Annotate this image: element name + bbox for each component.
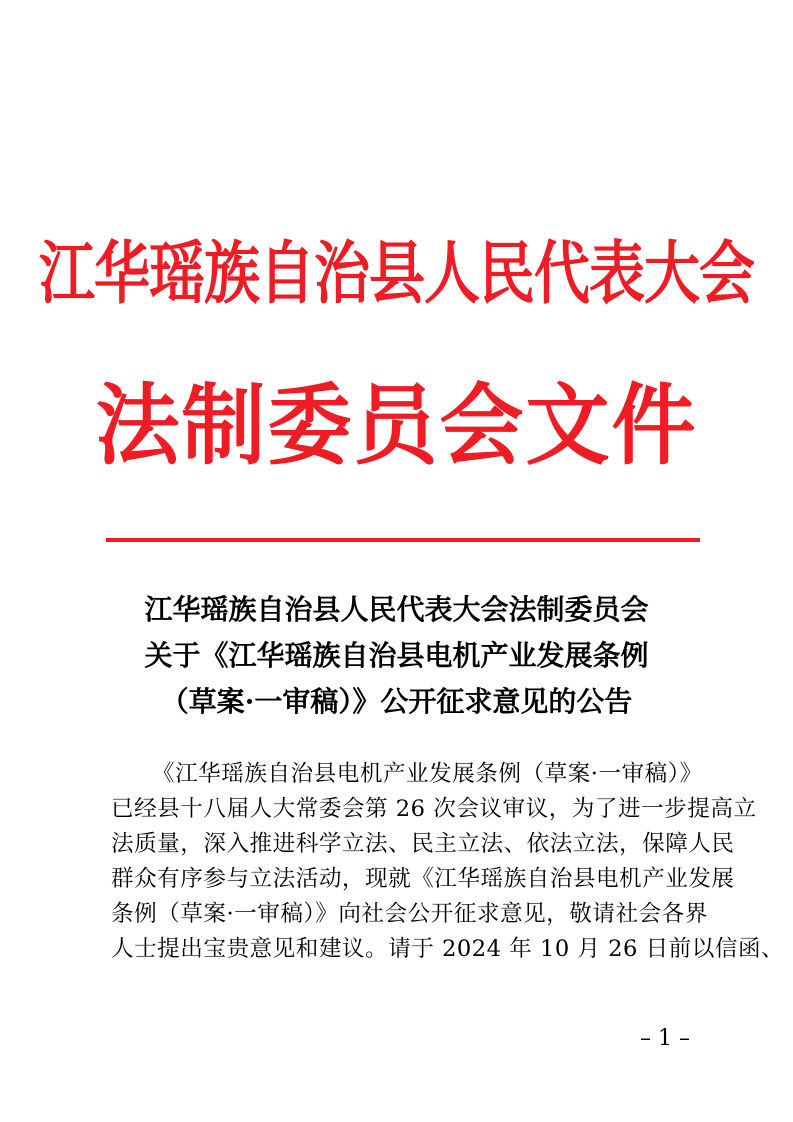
body-paragraph-line: 法质量，深入推进科学立法、民主立法、依法立法，保障人民 <box>111 831 735 857</box>
body-paragraph-line: 已经县十八届人大常委会第 26 次会议审议，为了进一步提高立 <box>111 796 757 822</box>
document-title-line-3: （草案·一审稿）》公开征求意见的公告 <box>160 685 633 718</box>
body-paragraph-line: 《江华瑶族自治县电机产业发展条例（草案·一审稿）》 <box>152 761 703 787</box>
document-type-header: 法制委员会文件 <box>95 373 698 477</box>
body-paragraph-line: 条例（草案·一审稿）》向社会公开征求意见，敬请社会各界 <box>111 901 708 927</box>
red-separator-line <box>106 538 700 542</box>
body-paragraph-line: 群众有序参与立法活动，现就《江华瑶族自治县电机产业发展 <box>111 866 735 892</box>
document-title-line-1: 江华瑶族自治县人民代表大会法制委员会 <box>144 593 649 626</box>
page-number: – 1 – <box>640 1026 690 1051</box>
document-title-line-2: 关于《江华瑶族自治县电机产业发展条例 <box>144 639 649 672</box>
body-paragraph-line: 人士提出宝贵意见和建议。请于 2024 年 10 月 26 日前以信函、 <box>111 936 785 962</box>
issuer-name-header: 江华瑶族自治县人民代表大会 <box>39 234 754 314</box>
